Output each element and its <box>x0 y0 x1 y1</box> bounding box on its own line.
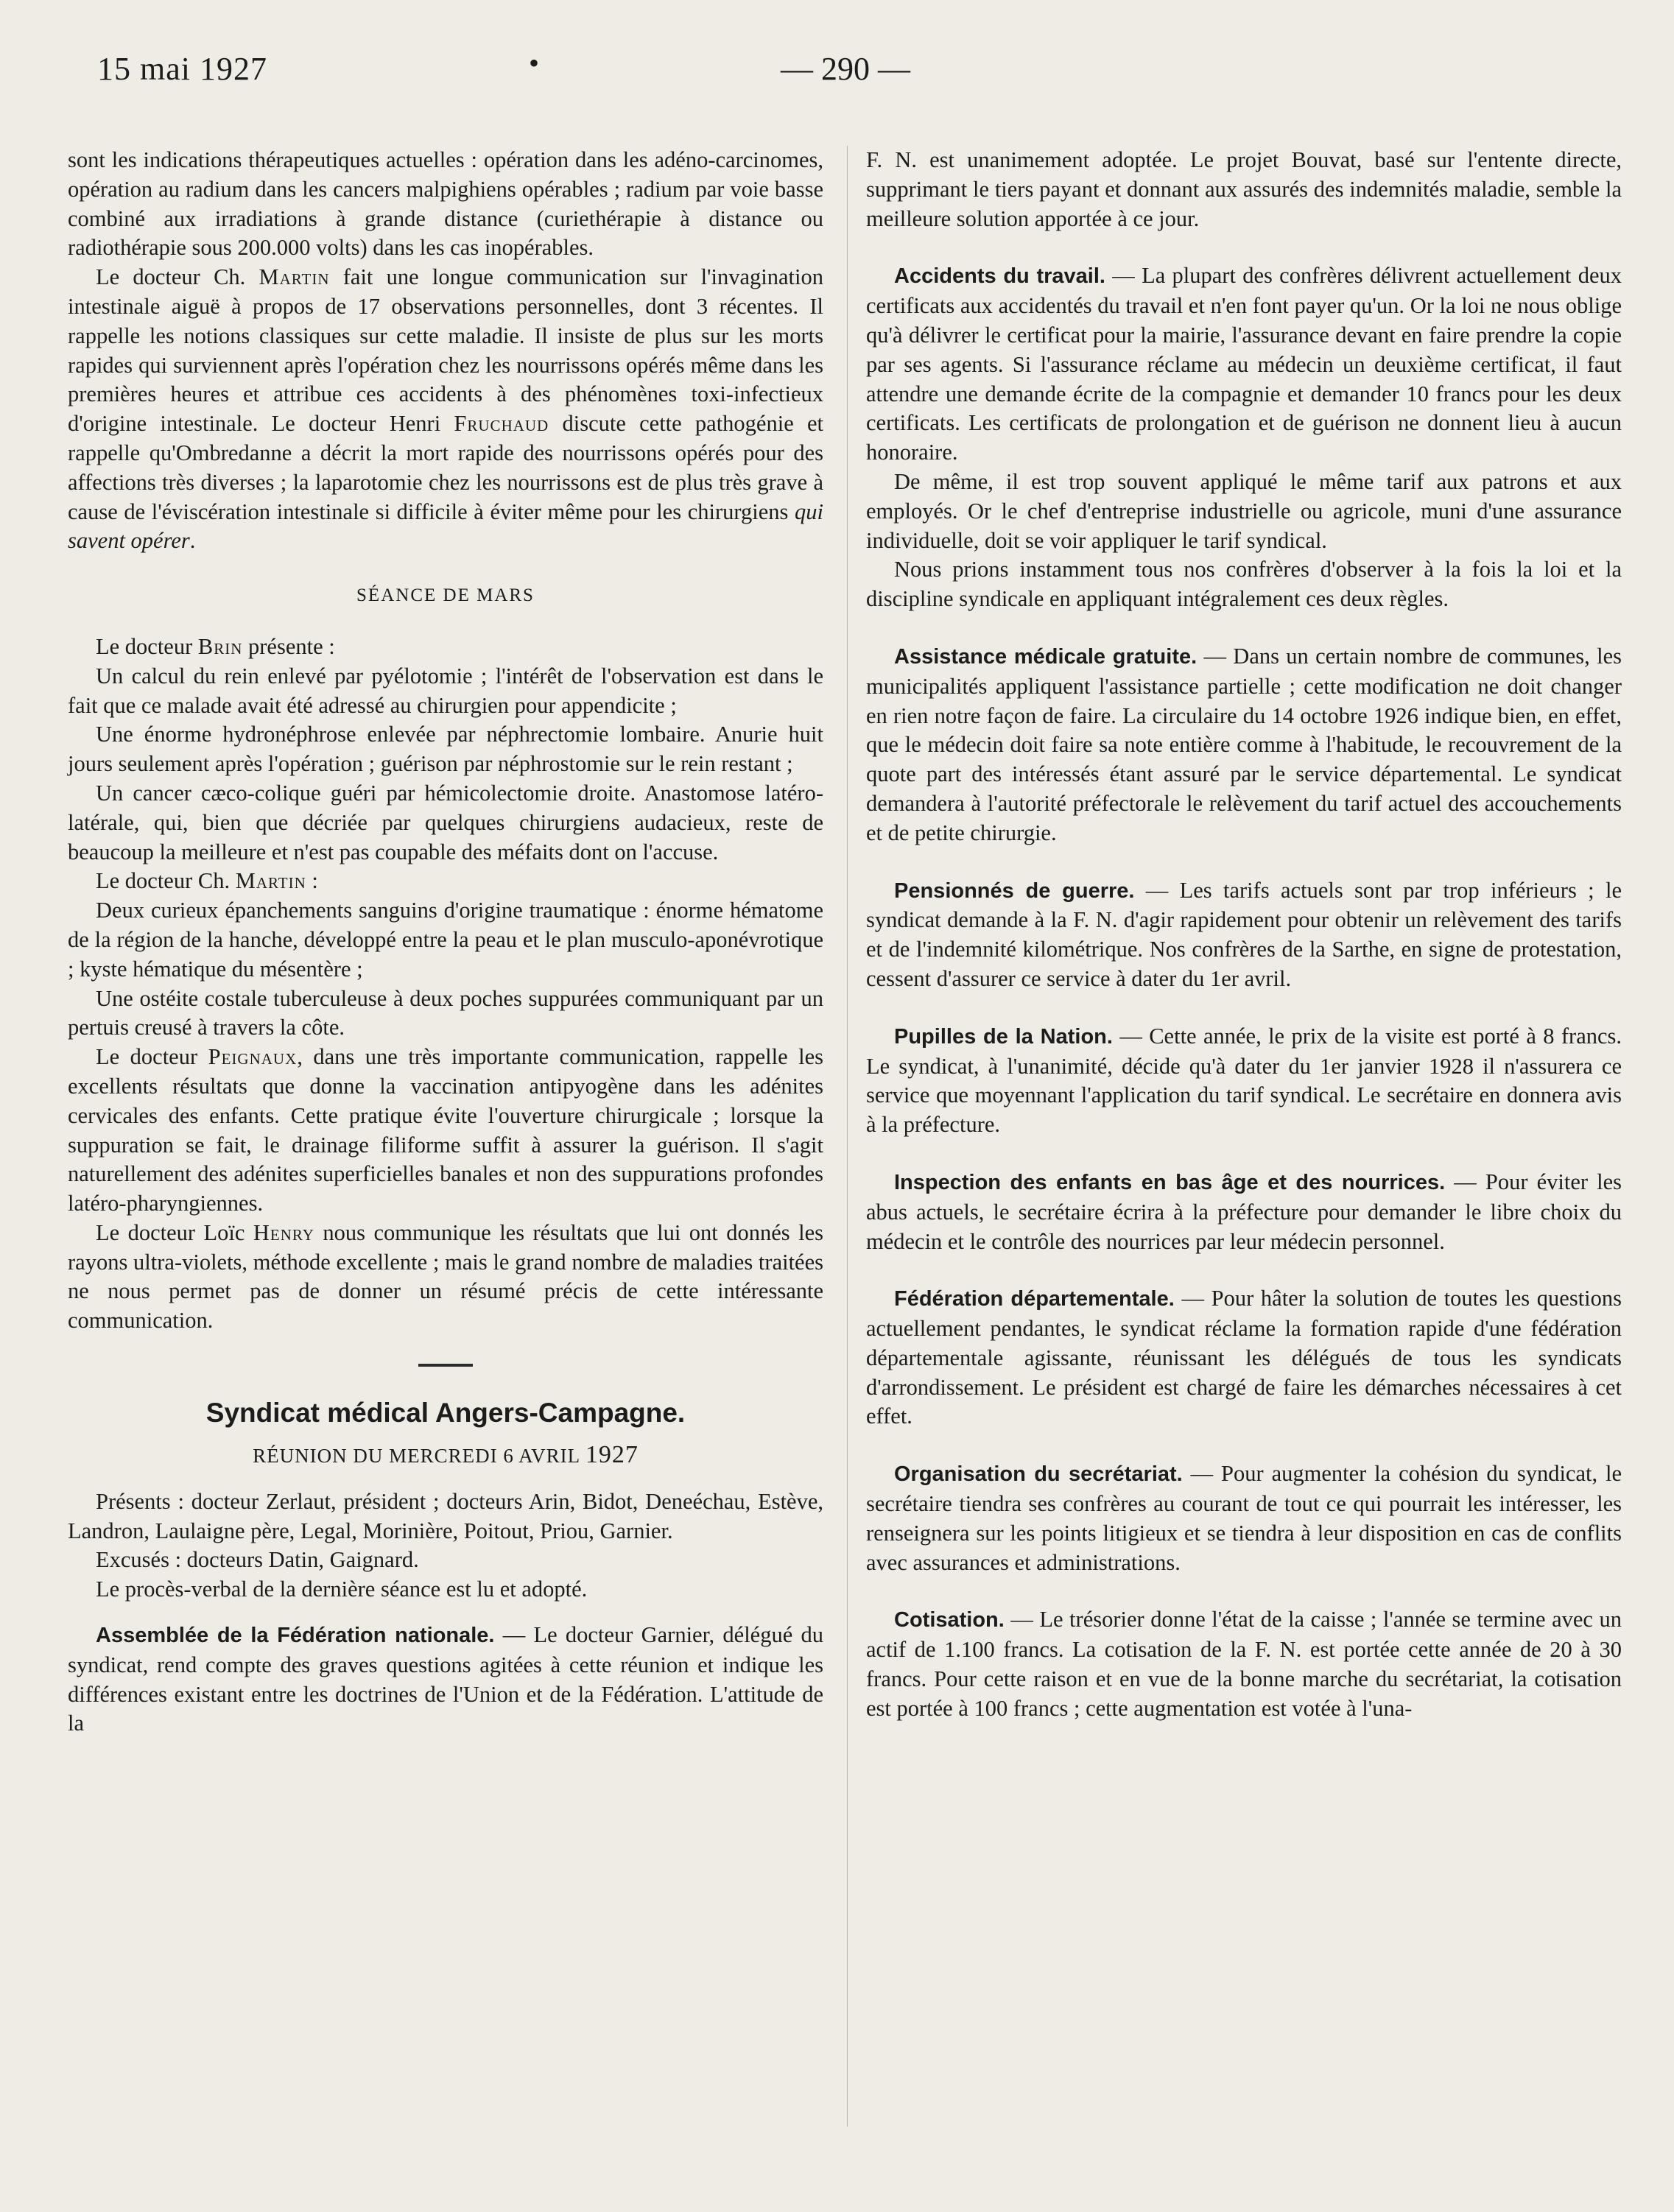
paragraph-federation: Fédération départementale. — Pour hâter la solution de toutes les questions actuellement pendantes, le syndicat réclame la formation rapide d'une fédération départementale agissante, réunissant les délégués de tous les syndicats d'arrondissement. Le président est chargé de faire les démarches nécessaires à cet effet. <box>866 1286 1622 1429</box>
paragraph-assistance: Assistance médicale gratuite. — Dans un certain nombre de communes, les municipalités appliquent l'assistance partielle ; cette modification ne doit changer en rien notre façon de faire. La circulaire du 14 octobre 1926 indique bien, en effet, que le médecin doit faire sa note entière comme à l'habitude, le recouvrement de la quote part des intéressés étant assuré par le service départemental. Le syndicat demandera à l'autorité préfectorale le relèvement du tarif actuel des accouchements et de petite chirurgie. <box>866 643 1622 845</box>
section-rule <box>418 1364 473 1367</box>
paragraph-excuses: Excusés : docteurs Datin, Gaignard. <box>96 1547 419 1573</box>
section-heading: Cotisation. <box>894 1608 1005 1632</box>
paragraph-cotisation: Cotisation. — Le trésorier donne l'état de la caisse ; l'année se termine avec un actif de 1.100 francs. La cotisation de la F. N. est portée cette année de 20 à 30 francs. Pour cette raison et en vue de la bonne marche du secrétariat, la cotisation est portée à 100 francs ; cette augmentation est votée à l'una- <box>866 1607 1622 1721</box>
reunion-heading: RÉUNION DU MERCREDI 6 AVRIL 1927 <box>253 1441 639 1469</box>
paragraph-henry: Le docteur Loïc Henry nous communique les résultats que lui ont donnés les rayons ultra-violets, méthode excellente ; mais le grand nombre de maladies traitées ne nous permet pas de donner un résumé précis de cette intéressante communication. <box>68 1219 823 1334</box>
paragraph-therapeutic: sont les indications thérapeutiques actuelles : opération dans les adéno-carcinomes, opération au radium dans les cancers malpighiens opérables ; radium par voie basse combiné aux irradiations à grande distance (curiethérapie à distance ou radiothérapie sous 200.000 volts) dans les cas inopérables. <box>68 147 823 261</box>
section-heading: Assemblée de la Fédération nationale. <box>96 1624 495 1648</box>
section-heading: Inspection des enfants en bas âge et des nourrices. <box>894 1170 1446 1194</box>
section-seance-mars: SÉANCE DE MARS <box>356 585 535 606</box>
author-name: Martin <box>259 264 330 290</box>
paragraph-fn-continued: F. N. est unanimement adoptée. Le projet Bouvat, basé sur l'entente directe, supprimant le tiers payant et donnant aux assurés des indemnités maladie, semble la meilleure solution apportée à ce jour. <box>866 147 1622 231</box>
paragraph-martin-invagination: Le docteur Ch. Martin fait une longue communication sur l'invagination intestinale aiguë à propos de 17 observations personnelles, dont 3 récentes. Il rappelle les notions classiques sur cette maladie. Il insiste de plus sur les morts rapides qui surviennent après l'opération chez les nourrissons opérés même dans les premières heures et attribue ces accidents à des phénomènes toxi-infectieux d'origine intestinale. Le docteur Henri Fruchaud discute cette pathogénie et rappelle qu'Ombredanne a décrit la mort rapide des nourrissons opérés pour des affections très diverses ; la laparotomie chez les nourrissons est de plus très grave à cause de l'éviscération intestinale si difficile à éviter même pour les chirurgiens qui savent opérer. <box>68 264 824 554</box>
paragraph-pupilles: Pupilles de la Nation. — Cette année, le prix de la visite est porté à 8 francs. Le syndicat, à l'unanimité, décide qu'à dater du 1er janvier 1928 il n'assurera ce service que moyennant l'application du tarif syndical. Le secrétaire en donnera avis à la préfecture. <box>866 1023 1622 1138</box>
author-name: Henry <box>253 1219 314 1245</box>
paragraph-presents: Présents : docteur Zerlaut, président ; docteurs Arin, Bidot, Deneéchau, Estève, Landron, Laulaigne père, Legal, Morinière, Poitout, Priou, Garnier. <box>68 1488 823 1543</box>
author-name: Martin <box>235 868 306 894</box>
paragraph-assemblee: Assemblée de la Fédération nationale. — Le docteur Garnier, délégué du syndicat, rend compte des graves questions agitées à cette réunion et indique les différences existant entre les doctrines de l'Union et de la Fédération. L'attitude de la <box>68 1622 823 1736</box>
paragraph-martin-intro: Le docteur Ch. Martin : <box>96 868 318 894</box>
paragraph-peignaux: Le docteur Peignaux, dans une très importante communication, rappelle les excellents résultats que donne la vaccination antipyogène dans les adénites cervicales des enfants. Cette pratique évite l'ouverture chirurgicale ; lorsque la suppuration se fait, le drainage filiforme suffit à assurer la guérison. Il s'agit naturellement des adénites superficielles banales et non des suppurations profondes latéro-pharyngiennes. <box>68 1044 824 1216</box>
author-name: Brin <box>197 633 243 659</box>
right-column <box>866 146 1622 1724</box>
header-date: 15 mai 1927 <box>97 51 267 87</box>
paragraph-brin-3: Un cancer cæco-colique guéri par hémicolectomie droite. Anastomose latéro-latérale, qui, bien que décriée par quelques chirurgiens audacieux, reste de beaucoup la meilleure et n'est pas coupable des méfaits dont on l'accuse. <box>68 780 823 864</box>
section-heading: Pensionnés de guerre. <box>894 878 1135 903</box>
paragraph-martin-2: Une ostéite costale tuberculeuse à deux poches suppurées communiquant par un pertuis creusé à travers la côte. <box>68 985 823 1040</box>
paragraph-martin-1: Deux curieux épanchements sanguins d'origine traumatique : énorme hématome de la région de la hanche, développé entre la peau et le plan musculo-aponévrotique ; kyste hématique du mésentère ; <box>68 898 823 982</box>
author-name: Peignaux <box>208 1044 298 1070</box>
paragraph-accidents-2: De même, il est trop souvent appliqué le même tarif aux patrons et aux employés. Or le chef d'entreprise industrielle ou agricole, muni d'une assurance individuelle, doit se voir appliquer le tarif syndical. <box>866 468 1622 553</box>
syndicat-title: Syndicat médical Angers-Campagne. <box>205 1398 686 1429</box>
section-heading: Pupilles de la Nation. <box>894 1024 1113 1049</box>
page-number: — 290 — <box>781 51 910 87</box>
header-dot: • <box>529 46 540 80</box>
section-heading: Organisation du secrétariat. <box>894 1462 1183 1487</box>
column-divider <box>847 146 848 2127</box>
section-heading: Fédération départementale. <box>894 1287 1175 1311</box>
paragraph-proces: Le procès-verbal de la dernière séance est lu et adopté. <box>96 1577 588 1602</box>
paragraph-brin-1: Un calcul du rein enlevé par pyélotomie ; l'intérêt de l'observation est dans le fait que ce malade avait été adressé au chirurgien pour appendicite ; <box>68 663 823 718</box>
paragraph-accidents: Accidents du travail. — La plupart des confrères délivrent actuellement deux certificats aux accidentés du travail et n'en font payer qu'un. Or la loi ne nous oblige qu'à délivrer le certificat pour la mairie, l'assurance devant en faire prendre la copie par ses agents. Si l'assurance réclame au médecin un deuxième certificat, il faut attendre une demande écrite de la compagnie et demander 10 francs pour les deux certificats. Les certificats de prolongation et de guérison ne donnent lieu à aucun honoraire. <box>866 263 1622 465</box>
section-heading: Assistance médicale gratuite. <box>894 644 1198 669</box>
page-header <box>0 46 1674 97</box>
paragraph-inspection: Inspection des enfants en bas âge et des nourrices. — Pour éviter les abus actuels, le secrétaire écrira à la préfecture pour demander le libre choix du médecin et le contrôle des nourrices par leur médecin personnel. <box>866 1169 1622 1254</box>
paragraph-brin-intro: Le docteur Brin présente : <box>96 633 335 659</box>
left-column <box>68 146 823 1739</box>
paragraph-brin-2: Une énorme hydronéphrose enlevée par néphrectomie lombaire. Anurie huit jours seulement après l'opération ; guérison par néphrostomie sur le rein restant ; <box>68 722 823 777</box>
paragraph-accidents-3: Nous prions instamment tous nos confrères d'observer à la fois la loi et la discipline syndicale en appliquant intégralement ces deux règles. <box>866 557 1622 612</box>
section-heading: Accidents du travail. <box>894 264 1105 289</box>
paragraph-pensionnes: Pensionnés de guerre. — Les tarifs actuels sont par trop inférieurs ; le syndicat demande à la F. N. d'agir rapidement pour obtenir un relèvement des tarifs et de l'indemnité kilométrique. Nos confrères de la Sarthe, en signe de protestation, cessent d'assurer ce service à dater du 1er avril. <box>866 877 1622 991</box>
author-name: Fruchaud <box>454 411 549 437</box>
paragraph-organisation: Organisation du secrétariat. — Pour augmenter la cohésion du syndicat, le secrétaire tiendra ses confrères au courant de tout ce qui pourrait les intéresser, les renseignera sur les points litigieux et se tiendra à leur disposition en cas de conflits avec assurances et administrations. <box>866 1461 1622 1575</box>
